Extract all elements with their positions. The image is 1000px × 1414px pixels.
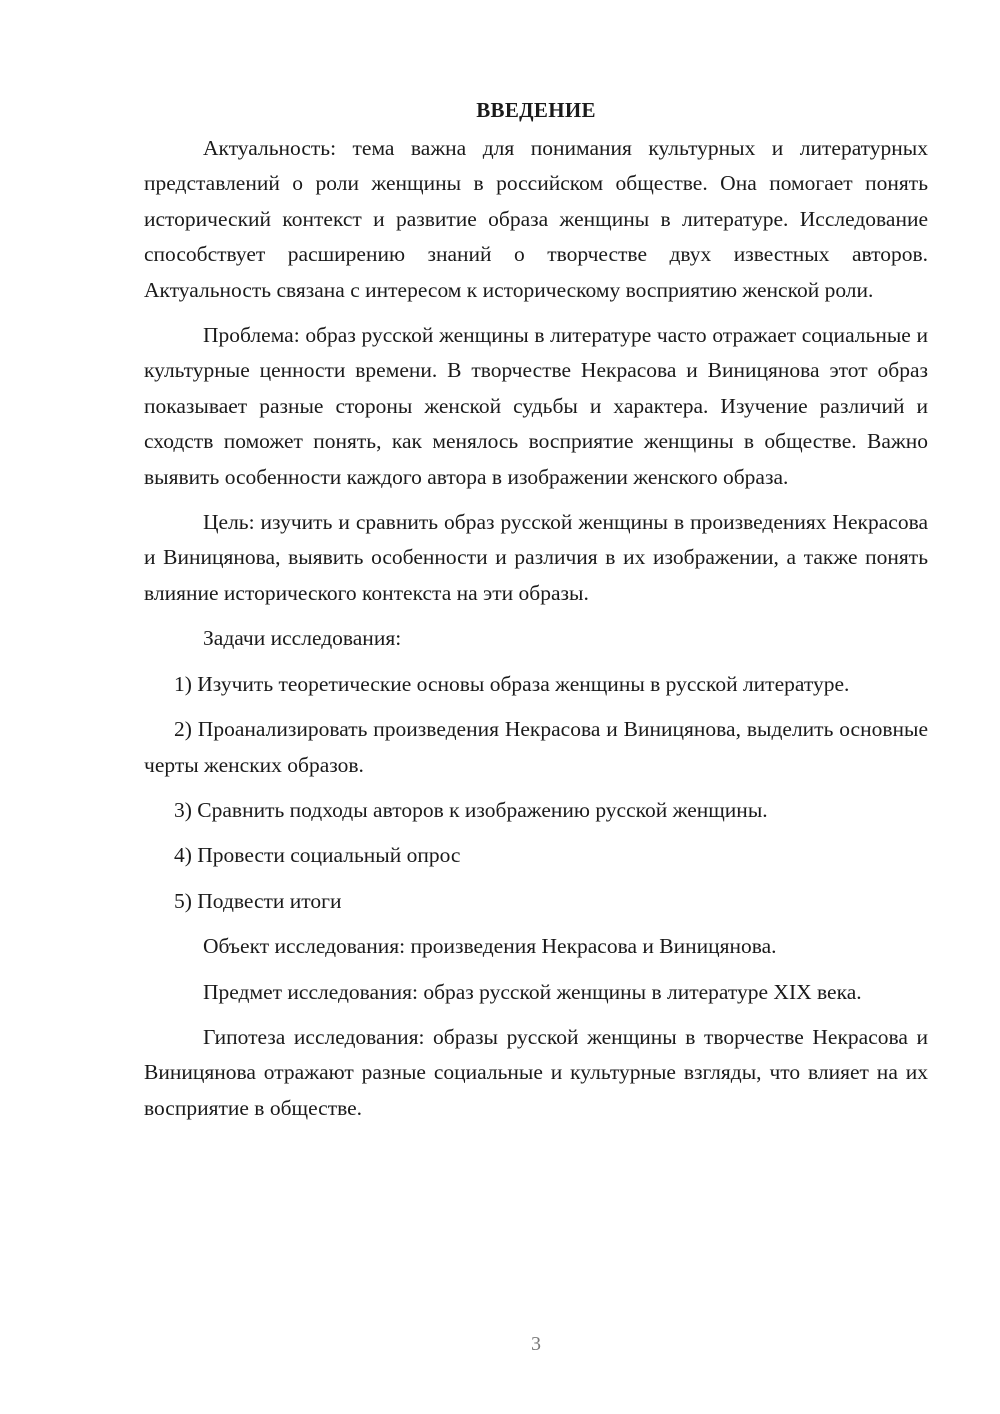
- paragraph-goal: Цель: изучить и сравнить образ русской женщины в произведениях Некрасова и Виницянова, выявить особенности и различия в их изображении, а также понять влияние исторического контекста на эти образы.: [144, 510, 928, 605]
- list-item: 5) Подвести итоги: [174, 888, 342, 913]
- page-number: 3: [531, 1333, 541, 1355]
- section-heading: ВВЕДЕНИЕ: [476, 98, 596, 122]
- paragraph-tasks-title: Задачи исследования:: [203, 626, 402, 651]
- paragraph-object: Объект исследования: произведения Некрасова и Виницянова.: [203, 934, 777, 959]
- tasks-list: [144, 667, 928, 919]
- paragraph-problem: Проблема: образ русской женщины в литературе часто отражает социальные и культурные ценности времени. В творчестве Некрасова и Виницянова этот образ показывает разные стороны женской судьбы и характера. Изучение различий и сходств поможет понять, как менялось восприятие женщины в обществе. Важно выявить особенности каждого автора в изображении женского образа.: [144, 323, 928, 489]
- list-item: 3) Сравнить подходы авторов к изображению русской женщины.: [174, 797, 768, 822]
- paragraph-subject: Предмет исследования: образ русской женщины в литературе XIX века.: [203, 979, 862, 1004]
- paragraph-hypothesis: Гипотеза исследования: образы русской женщины в творчестве Некрасова и Виницянова отражают разные социальные и культурные взгляды, что влияет на их восприятие в обществе.: [144, 1024, 928, 1120]
- page-content: [144, 95, 928, 1136]
- list-item: 2) Проанализировать произведения Некрасова и Виницянова, выделить основные черты женских образов.: [144, 717, 928, 777]
- list-item: 4) Провести социальный опрос: [174, 843, 461, 868]
- list-item: 1) Изучить теоретические основы образа женщины в русской литературе.: [174, 671, 850, 696]
- paragraph-relevance: Актуальность: тема важна для понимания культурных и литературных представлений о роли женщины в российском обществе. Она помогает понять исторический контекст и развитие образа женщины в литературе. Исследование способствует расширению знаний о творчестве двух известных авторов. Актуальность связана с интересом к историческому восприятию женской роли.: [144, 136, 928, 302]
